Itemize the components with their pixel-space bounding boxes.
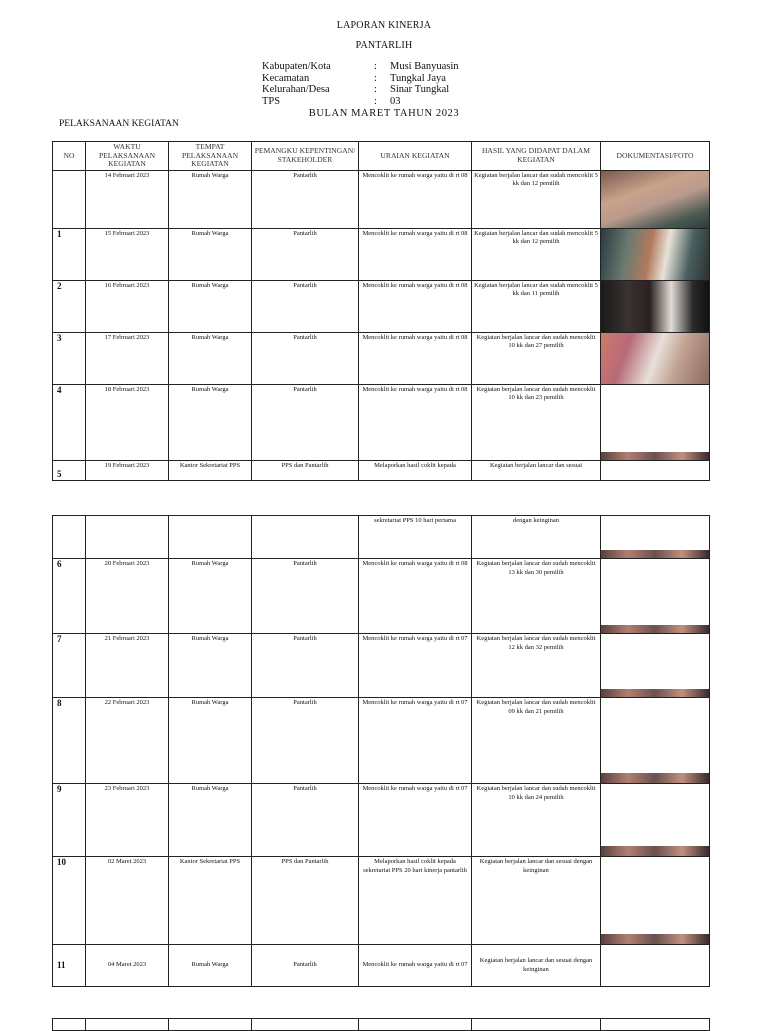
activity-date: 15 Februari 2023 [86, 228, 169, 280]
activity-stakeholder: Pantarlih [252, 634, 359, 698]
table-row [53, 332, 710, 384]
activity-result: Kegiatan berjalan lancar dan sudah mencoklit 10 kk dan 27 pemilih [472, 332, 601, 384]
photo-image [601, 846, 709, 856]
activity-stakeholder: Pantarlih [252, 945, 359, 987]
photo-image [601, 689, 709, 697]
activity-date: 02 Maret 2023 [86, 857, 169, 945]
activity-date: 04 Maret 2023 [86, 945, 169, 987]
column-header: HASIL YANG DIDAPAT DALAM KEGIATAN [472, 142, 601, 171]
documentation-photo [601, 559, 710, 634]
table-row [53, 698, 710, 784]
photo-image [601, 452, 709, 460]
activity-stakeholder [252, 516, 359, 559]
activity-result: Kegiatan berjalan lancar dan sudah mencoklit 5 kk dan 12 pemilih [472, 170, 601, 228]
table-row [53, 945, 710, 987]
table-row [53, 784, 710, 857]
table-row [53, 516, 710, 559]
table-row [53, 228, 710, 280]
row-number [53, 516, 86, 559]
activity-stakeholder: Pantarlih [252, 170, 359, 228]
documentation-photo [601, 857, 710, 945]
activity-place: Rumah Warga [169, 228, 252, 280]
photo-image [601, 333, 709, 385]
documentation-photo [601, 228, 710, 280]
activity-date: 20 Februari 2023 [86, 559, 169, 634]
empty-cell [359, 1019, 472, 1031]
activity-date: 22 Februari 2023 [86, 698, 169, 784]
activity-place: Rumah Warga [169, 384, 252, 460]
activity-description: Mencoklit ke rumah warga yaitu di rt 08 [359, 228, 472, 280]
documentation-photo [601, 945, 710, 987]
row-number: 4 [53, 384, 86, 460]
meta-key: Kecamatan [262, 72, 310, 84]
column-header: WAKTU PELAKSANAAN KEGIATAN [86, 142, 169, 171]
row-number: 7 [53, 634, 86, 698]
documentation-photo [601, 332, 710, 384]
activity-place: Rumah Warga [169, 559, 252, 634]
activity-stakeholder: Pantarlih [252, 384, 359, 460]
activity-stakeholder: Pantarlih [252, 280, 359, 332]
activity-date: 16 Februari 2023 [86, 280, 169, 332]
meta-value: 03 [390, 95, 401, 107]
activity-date: 23 Februari 2023 [86, 784, 169, 857]
activity-description: Mencoklit ke rumah warga yaitu di rt 08 [359, 332, 472, 384]
activity-date: 21 Februari 2023 [86, 634, 169, 698]
table-row [53, 460, 710, 480]
meta-value: Musi Banyuasin [390, 61, 459, 72]
table-row [53, 559, 710, 634]
photo-image [601, 281, 709, 333]
meta-key: Kabupaten/Kota [262, 61, 331, 72]
activity-stakeholder: Pantarlih [252, 559, 359, 634]
documentation-photo [601, 384, 710, 460]
empty-cell [472, 1019, 601, 1031]
photo-image [601, 934, 709, 944]
activity-date: 14 Februari 2023 [86, 170, 169, 228]
photo-image [601, 625, 709, 633]
activity-result: Kegiatan berjalan lancar dan sudah mencoklit 5 kk dan 11 pemilih [472, 280, 601, 332]
row-number: 9 [53, 784, 86, 857]
activity-place: Rumah Warga [169, 332, 252, 384]
activity-table-next-page [52, 1018, 710, 1031]
empty-cell [601, 1019, 710, 1031]
documentation-photo [601, 460, 710, 480]
activity-result: Kegiatan berjalan lancar dan sudah mencoklit 09 kk dan 21 pemilih [472, 698, 601, 784]
activity-result: Kegiatan berjalan lancar dan sesuai dengan keinginan [472, 945, 601, 987]
activity-description: Mencoklit ke rumah warga yaitu di rt 07 [359, 698, 472, 784]
activity-place [169, 516, 252, 559]
row-number: 6 [53, 559, 86, 634]
meta-row [262, 73, 459, 85]
meta-colon: : [374, 95, 377, 107]
activity-stakeholder: Pantarlih [252, 698, 359, 784]
activity-date: 18 Februari 2023 [86, 384, 169, 460]
activity-result: Kegiatan berjalan lancar dan sesuai [472, 460, 601, 480]
activity-stakeholder: Pantarlih [252, 332, 359, 384]
activity-stakeholder: Pantarlih [252, 784, 359, 857]
meta-row [262, 61, 459, 73]
meta-colon: : [374, 61, 377, 72]
meta-key: Kelurahan/Desa [262, 84, 330, 95]
activity-description: Mencoklit ke rumah warga yaitu di rt 07 [359, 784, 472, 857]
activity-stakeholder: PPS dan Pantarlih [252, 857, 359, 945]
activity-date: 17 Februari 2023 [86, 332, 169, 384]
documentation-photo [601, 634, 710, 698]
table-row [53, 170, 710, 228]
meta-row [262, 84, 459, 96]
activity-date [86, 516, 169, 559]
row-number: 2 [53, 280, 86, 332]
activity-result: dengan keinginan [472, 516, 601, 559]
empty-cell [252, 1019, 359, 1031]
meta-value: Sinar Tungkal [390, 84, 450, 95]
activity-stakeholder: PPS dan Pantarlih [252, 460, 359, 480]
meta-colon: : [374, 72, 377, 84]
activity-place: Rumah Warga [169, 698, 252, 784]
activity-place: Kantor Sekretariat PPS [169, 857, 252, 945]
documentation-photo [601, 516, 710, 559]
activity-description: Mencoklit ke rumah warga yaitu di rt 08 [359, 170, 472, 228]
column-header: DOKUMENTASI/FOTO [601, 142, 710, 171]
activity-description: Melaporkan hasil coklit kepada [359, 460, 472, 480]
meta-value: Tungkal Jaya [390, 72, 446, 84]
column-header: TEMPAT PELAKSANAAN KEGIATAN [169, 142, 252, 171]
empty-cell [169, 1019, 252, 1031]
empty-cell [86, 1019, 169, 1031]
photo-image [601, 550, 709, 558]
activity-result: Kegiatan berjalan lancar dan sudah mencoklit 12 kk dan 32 pemilih [472, 634, 601, 698]
activity-result: Kegiatan berjalan lancar dan sudah mencoklit 10 kk dan 23 pemilih [472, 384, 601, 460]
activity-place: Rumah Warga [169, 945, 252, 987]
activity-description: Mencoklit ke rumah warga yaitu di rt 08 [359, 559, 472, 634]
table-row [53, 634, 710, 698]
table-row [53, 280, 710, 332]
meta-key: TPS [262, 95, 281, 107]
photo-image [601, 773, 709, 783]
row-number: 5 [53, 460, 86, 480]
documentation-photo [601, 698, 710, 784]
column-header: PEMANGKU KEPENTINGAN/ STAKEHOLDER [252, 142, 359, 171]
section-heading: PELAKSANAAN KEGIATAN [59, 119, 179, 129]
activity-description: sekretariat PPS 10 hari pertama [359, 516, 472, 559]
activity-description: Mencoklit ke rumah warga yaitu di rt 08 [359, 384, 472, 460]
row-number: 8 [53, 698, 86, 784]
photo-image [601, 229, 709, 281]
documentation-photo [601, 170, 710, 228]
meta-colon: : [374, 84, 377, 95]
table-row [53, 1019, 710, 1031]
activity-place: Rumah Warga [169, 634, 252, 698]
activity-date: 19 Februari 2023 [86, 460, 169, 480]
row-number: 1 [53, 228, 86, 280]
column-header: NO [53, 142, 86, 171]
activity-place: Kantor Sekretariat PPS [169, 460, 252, 480]
activity-description: Mencoklit ke rumah warga yaitu di rt 07 [359, 634, 472, 698]
report-meta [262, 61, 459, 107]
activity-table-continued [52, 515, 710, 987]
row-number: 10 [53, 857, 86, 945]
column-header: URAIAN KEGIATAN [359, 142, 472, 171]
row-number: 11 [53, 945, 86, 987]
activity-description: Mencoklit ke rumah warga yaitu di rt 07 [359, 945, 472, 987]
activity-place: Rumah Warga [169, 170, 252, 228]
activity-description: Mencoklit ke rumah warga yaitu di rt 08 [359, 280, 472, 332]
activity-stakeholder: Pantarlih [252, 228, 359, 280]
activity-place: Rumah Warga [169, 784, 252, 857]
photo-image [601, 171, 709, 229]
activity-result: Kegiatan berjalan lancar dan sudah mencoklit 10 kk dan 24 pemilih [472, 784, 601, 857]
activity-result: Kegiatan berjalan lancar dan sudah mencoklit 5 kk dan 12 pemilih [472, 228, 601, 280]
row-number [53, 170, 86, 228]
report-period: BULAN MARET TAHUN 2023 [308, 108, 460, 119]
meta-row [262, 96, 459, 108]
empty-cell [53, 1019, 86, 1031]
documentation-photo [601, 784, 710, 857]
activity-result: Kegiatan berjalan lancar dan sesuai dengan keinginan [472, 857, 601, 945]
table-header-row [53, 142, 710, 171]
report-subtitle: PANTARLIH [355, 40, 413, 51]
table-row [53, 857, 710, 945]
activity-place: Rumah Warga [169, 280, 252, 332]
activity-result: Kegiatan berjalan lancar dan sudah mencoklit 13 kk dan 30 pemilih [472, 559, 601, 634]
activity-description: Melaporkan hasil coklit kepada sekretariat PPS 20 hari kinerja pantarlih [359, 857, 472, 945]
table-row [53, 384, 710, 460]
report-title: LAPORAN KINERJA [336, 20, 432, 31]
row-number: 3 [53, 332, 86, 384]
documentation-photo [601, 280, 710, 332]
activity-table [52, 141, 710, 481]
